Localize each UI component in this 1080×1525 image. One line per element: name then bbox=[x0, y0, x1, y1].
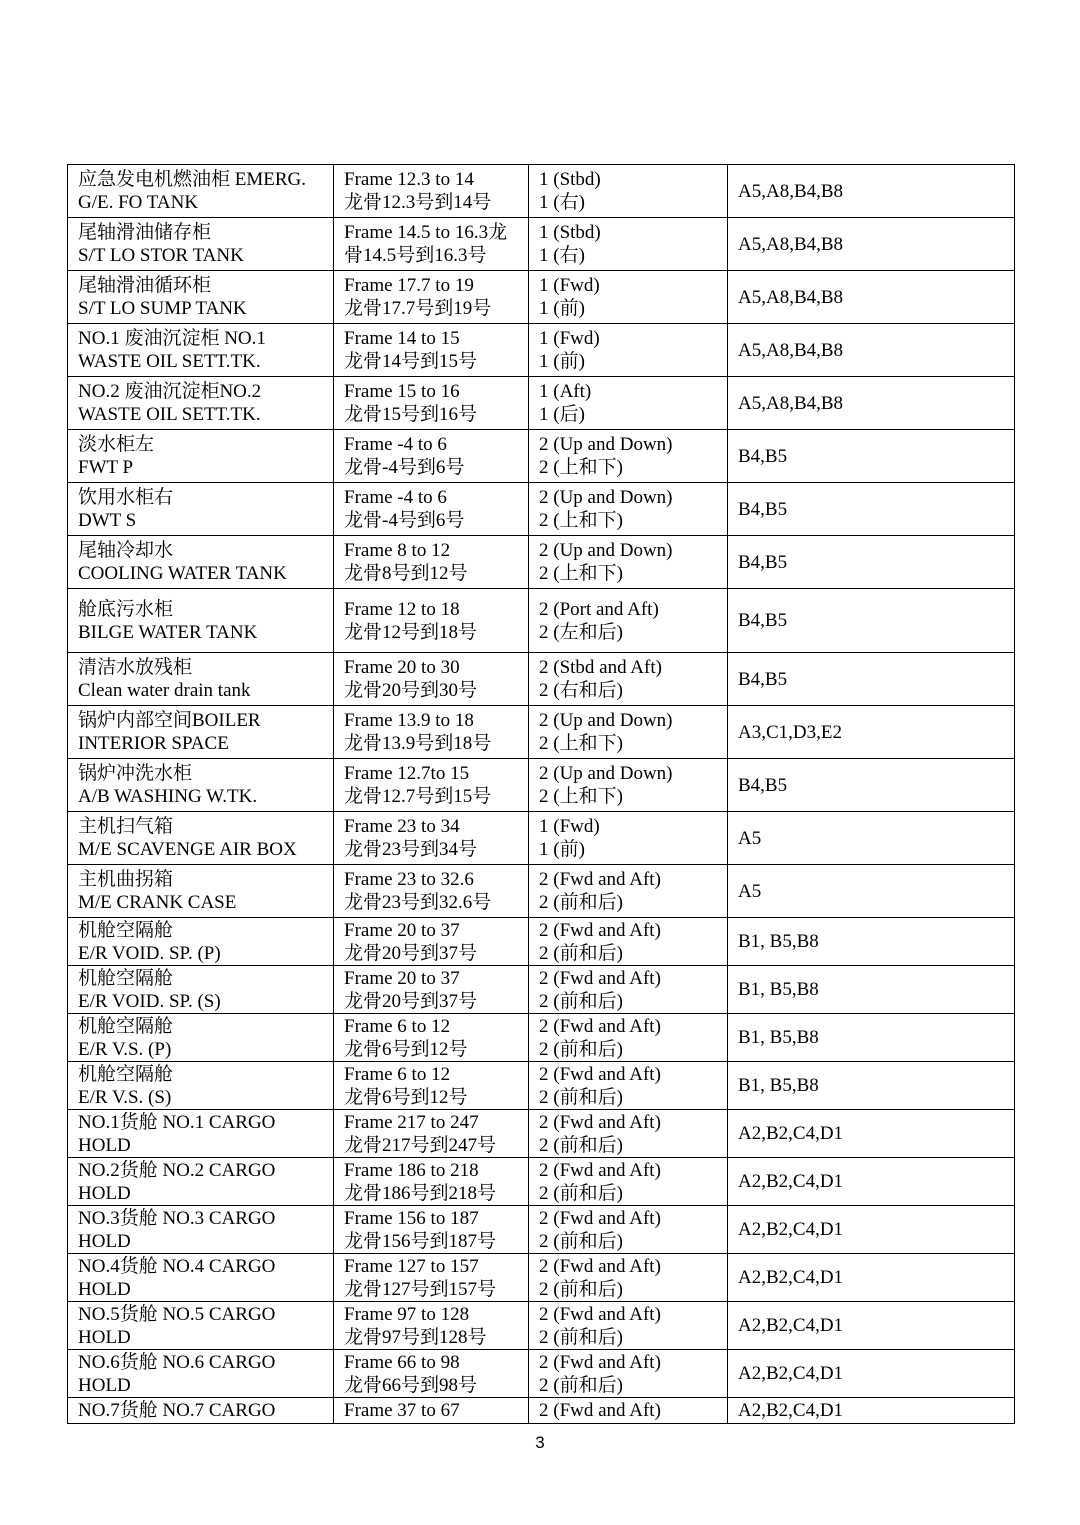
openings-cell-line: 2 (Fwd and Aft) bbox=[539, 1159, 661, 1181]
space-name-cell-line: NO.3货舱 NO.3 CARGO bbox=[78, 1207, 276, 1229]
frame-range-cell-line: Frame -4 to 6 bbox=[344, 487, 447, 508]
space-name-cell bbox=[68, 759, 334, 812]
space-name-cell bbox=[68, 324, 334, 377]
openings-cell-line: 1 (Fwd) bbox=[539, 275, 600, 296]
frame-range-cell-line: Frame 12.7to 15 bbox=[344, 763, 470, 784]
table-row bbox=[68, 865, 1015, 918]
frame-range-cell bbox=[334, 271, 529, 324]
frame-range-cell bbox=[334, 966, 529, 1014]
openings-cell-line: 1 (右) bbox=[539, 245, 585, 266]
space-name-cell-line: E/R V.S. (P) bbox=[78, 1038, 172, 1060]
frame-range-cell bbox=[334, 1398, 529, 1424]
openings-cell-line: 2 (前和后) bbox=[539, 990, 623, 1012]
space-name-cell-line: WASTE OIL SETT.TK. bbox=[78, 351, 261, 372]
openings-cell-line: 1 (前) bbox=[539, 351, 585, 372]
frame-range-cell bbox=[334, 536, 529, 589]
openings-cell bbox=[529, 1206, 728, 1254]
openings-cell bbox=[529, 589, 728, 653]
frame-range-cell bbox=[334, 706, 529, 759]
frame-range-cell-line: Frame 14 to 15 bbox=[344, 328, 460, 349]
space-name-cell bbox=[68, 1254, 334, 1302]
openings-cell-line: 2 (上和下) bbox=[539, 786, 623, 807]
openings-cell-line: 2 (左和后) bbox=[539, 621, 623, 643]
space-name-cell-line: E/R V.S. (S) bbox=[78, 1086, 172, 1108]
plan-ref-cell: B4,B5 bbox=[728, 483, 1015, 536]
frame-range-cell-line: Frame 217 to 247 bbox=[344, 1111, 479, 1133]
table-row bbox=[68, 430, 1015, 483]
plan-ref-cell: A2,B2,C4,D1 bbox=[728, 1206, 1015, 1254]
table-row bbox=[68, 483, 1015, 536]
plan-ref-cell: A5,A8,B4,B8 bbox=[728, 377, 1015, 430]
plan-ref-cell: A5,A8,B4,B8 bbox=[728, 324, 1015, 377]
space-name-cell bbox=[68, 1062, 334, 1110]
space-name-cell bbox=[68, 653, 334, 706]
space-name-cell-line: E/R VOID. SP. (P) bbox=[78, 942, 221, 964]
space-name-cell bbox=[68, 1398, 334, 1424]
space-name-cell bbox=[68, 430, 334, 483]
plan-ref-cell: B4,B5 bbox=[728, 536, 1015, 589]
plan-ref-cell: A5,A8,B4,B8 bbox=[728, 165, 1015, 218]
table-row bbox=[68, 1110, 1015, 1158]
openings-cell-line: 2 (Fwd and Aft) bbox=[539, 967, 661, 989]
openings-cell-line: 2 (Fwd and Aft) bbox=[539, 869, 661, 890]
openings-cell bbox=[529, 165, 728, 218]
frame-range-cell-line: 龙骨14号到15号 bbox=[344, 351, 478, 372]
space-name-cell bbox=[68, 1206, 334, 1254]
frame-range-cell-line: Frame 6 to 12 bbox=[344, 1063, 451, 1085]
frame-range-cell bbox=[334, 430, 529, 483]
frame-range-cell-line: 龙骨156号到187号 bbox=[344, 1230, 497, 1252]
table-row bbox=[68, 1014, 1015, 1062]
openings-cell bbox=[529, 653, 728, 706]
openings-cell bbox=[529, 483, 728, 536]
space-name-cell-line: HOLD bbox=[78, 1230, 131, 1252]
frame-range-cell-line: 龙骨20号到30号 bbox=[344, 680, 478, 701]
space-name-cell-line: M/E SCAVENGE AIR BOX bbox=[78, 839, 297, 860]
frame-range-cell bbox=[334, 1014, 529, 1062]
frame-range-cell-line: Frame 23 to 34 bbox=[344, 816, 460, 837]
frame-range-cell bbox=[334, 1062, 529, 1110]
frame-range-cell-line: Frame -4 to 6 bbox=[344, 434, 447, 455]
frame-range-cell-line: 骨14.5号到16.3号 bbox=[344, 245, 487, 266]
frame-range-cell-line: Frame 186 to 218 bbox=[344, 1159, 479, 1181]
space-name-cell bbox=[68, 271, 334, 324]
frame-range-cell-line: 龙骨-4号到6号 bbox=[344, 457, 465, 478]
openings-cell-line: 2 (Fwd and Aft) bbox=[539, 1351, 661, 1373]
space-name-cell-line: NO.2 废油沉淀柜NO.2 bbox=[78, 381, 262, 402]
page-number: 3 bbox=[535, 1433, 545, 1452]
frame-range-cell-line: Frame 66 to 98 bbox=[344, 1351, 460, 1373]
space-name-cell-line: A/B WASHING W.TK. bbox=[78, 786, 258, 807]
frame-range-cell bbox=[334, 918, 529, 966]
space-name-cell bbox=[68, 706, 334, 759]
openings-cell-line: 2 (前和后) bbox=[539, 1278, 623, 1300]
space-name-cell-line: 尾轴冷却水 bbox=[78, 540, 174, 561]
table-row bbox=[68, 966, 1015, 1014]
space-name-cell-line: WASTE OIL SETT.TK. bbox=[78, 404, 261, 425]
frame-range-cell bbox=[334, 812, 529, 865]
plan-ref-cell: A5,A8,B4,B8 bbox=[728, 218, 1015, 271]
openings-cell-line: 1 (Stbd) bbox=[539, 169, 601, 190]
openings-cell bbox=[529, 966, 728, 1014]
frame-range-cell-line: Frame 20 to 37 bbox=[344, 919, 460, 941]
table-row bbox=[68, 1254, 1015, 1302]
table-row bbox=[68, 759, 1015, 812]
table-row bbox=[68, 1206, 1015, 1254]
space-name-cell-line: 机舱空隔舱 bbox=[78, 919, 174, 941]
frame-range-cell-line: 龙骨6号到12号 bbox=[344, 1086, 468, 1108]
space-name-cell-line: NO.4货舱 NO.4 CARGO bbox=[78, 1255, 276, 1277]
openings-cell-line: 2 (Up and Down) bbox=[539, 434, 673, 455]
frame-range-cell bbox=[334, 1110, 529, 1158]
openings-cell-line: 1 (前) bbox=[539, 839, 585, 860]
space-name-cell-line: NO.5货舱 NO.5 CARGO bbox=[78, 1303, 276, 1325]
plan-ref-cell: A3,C1,D3,E2 bbox=[728, 706, 1015, 759]
space-name-cell-line: HOLD bbox=[78, 1374, 131, 1396]
plan-ref-cell: B1, B5,B8 bbox=[728, 1062, 1015, 1110]
openings-cell-line: 2 (Fwd and Aft) bbox=[539, 1303, 661, 1325]
space-name-cell bbox=[68, 865, 334, 918]
table-row bbox=[68, 536, 1015, 589]
space-name-cell-line: 锅炉冲洗水柜 bbox=[78, 763, 193, 784]
plan-ref-cell: B1, B5,B8 bbox=[728, 1014, 1015, 1062]
frame-range-cell-line: Frame 17.7 to 19 bbox=[344, 275, 474, 296]
frame-range-cell bbox=[334, 865, 529, 918]
frame-range-cell bbox=[334, 377, 529, 430]
space-name-cell bbox=[68, 1014, 334, 1062]
openings-cell-line: 2 (Stbd and Aft) bbox=[539, 657, 662, 678]
space-name-cell-line: 主机扫气箱 bbox=[78, 816, 174, 837]
openings-cell-line: 2 (前和后) bbox=[539, 1134, 623, 1156]
frame-range-cell-line: 龙骨12号到18号 bbox=[344, 621, 478, 643]
openings-cell-line: 1 (Fwd) bbox=[539, 816, 600, 837]
frame-range-cell-line: 龙骨6号到12号 bbox=[344, 1038, 468, 1060]
space-name-cell-line: NO.6货舱 NO.6 CARGO bbox=[78, 1351, 276, 1373]
table-row bbox=[68, 653, 1015, 706]
plan-ref-cell: B4,B5 bbox=[728, 759, 1015, 812]
space-name-cell-line: S/T LO SUMP TANK bbox=[78, 298, 247, 319]
frame-range-cell-line: 龙骨186号到218号 bbox=[344, 1182, 497, 1204]
table-row bbox=[68, 1302, 1015, 1350]
space-name-cell-line: COOLING WATER TANK bbox=[78, 563, 287, 584]
frame-range-cell-line: Frame 12 to 18 bbox=[344, 598, 460, 620]
openings-cell-line: 2 (前和后) bbox=[539, 942, 623, 964]
openings-cell-line: 2 (Up and Down) bbox=[539, 763, 673, 784]
frame-range-cell-line: Frame 15 to 16 bbox=[344, 381, 460, 402]
space-name-cell bbox=[68, 377, 334, 430]
table-row bbox=[68, 812, 1015, 865]
table-row bbox=[68, 271, 1015, 324]
plan-ref-cell: A2,B2,C4,D1 bbox=[728, 1302, 1015, 1350]
space-name-cell-line: E/R VOID. SP. (S) bbox=[78, 990, 221, 1012]
space-name-cell-line: HOLD bbox=[78, 1134, 131, 1156]
space-name-cell bbox=[68, 918, 334, 966]
space-name-cell bbox=[68, 218, 334, 271]
space-name-cell bbox=[68, 1158, 334, 1206]
openings-cell bbox=[529, 430, 728, 483]
frame-range-cell-line: 龙骨217号到247号 bbox=[344, 1134, 497, 1156]
space-name-cell-line: DWT S bbox=[78, 510, 137, 531]
frame-range-cell bbox=[334, 1350, 529, 1398]
frame-range-cell bbox=[334, 1206, 529, 1254]
plan-ref-cell: B1, B5,B8 bbox=[728, 966, 1015, 1014]
frame-range-cell bbox=[334, 1254, 529, 1302]
space-name-cell-line: 清洁水放残柜 bbox=[78, 657, 193, 678]
table-row bbox=[68, 324, 1015, 377]
space-name-cell-line: S/T LO STOR TANK bbox=[78, 245, 244, 266]
openings-cell bbox=[529, 1254, 728, 1302]
frame-range-cell-line: Frame 14.5 to 16.3龙 bbox=[344, 222, 508, 243]
frame-range-cell bbox=[334, 759, 529, 812]
openings-cell-line: 2 (前和后) bbox=[539, 1038, 623, 1060]
frame-range-cell-line: 龙骨66号到98号 bbox=[344, 1374, 478, 1396]
openings-cell-line: 2 (Up and Down) bbox=[539, 710, 673, 731]
frame-range-cell-line: Frame 8 to 12 bbox=[344, 540, 451, 561]
frame-range-cell-line: 龙骨-4号到6号 bbox=[344, 510, 465, 531]
openings-cell-line: 1 (Stbd) bbox=[539, 222, 601, 243]
openings-cell-line: 1 (Aft) bbox=[539, 381, 592, 402]
frame-range-cell-line: 龙骨127号到157号 bbox=[344, 1278, 497, 1300]
frame-range-cell-line: Frame 23 to 32.6 bbox=[344, 869, 474, 890]
table-body bbox=[68, 165, 1015, 1424]
openings-cell-line: 2 (Up and Down) bbox=[539, 487, 673, 508]
openings-cell bbox=[529, 1302, 728, 1350]
frame-range-cell-line: 龙骨12.7号到15号 bbox=[344, 786, 492, 807]
openings-cell bbox=[529, 706, 728, 759]
openings-cell-line: 2 (前和后) bbox=[539, 1326, 623, 1348]
frame-range-cell-line: Frame 127 to 157 bbox=[344, 1255, 479, 1277]
frame-range-cell-line: 龙骨20号到37号 bbox=[344, 990, 478, 1012]
space-name-cell bbox=[68, 536, 334, 589]
space-name-cell-line: 机舱空隔舱 bbox=[78, 1063, 174, 1085]
space-name-cell-line: G/E. FO TANK bbox=[78, 192, 199, 213]
openings-cell bbox=[529, 1014, 728, 1062]
openings-cell bbox=[529, 377, 728, 430]
plan-ref-cell: A2,B2,C4,D1 bbox=[728, 1254, 1015, 1302]
space-name-cell bbox=[68, 165, 334, 218]
table-row bbox=[68, 1398, 1015, 1424]
frame-range-cell-line: Frame 13.9 to 18 bbox=[344, 710, 474, 731]
space-name-cell-line: NO.1货舱 NO.1 CARGO bbox=[78, 1111, 276, 1133]
openings-cell-line: 2 (右和后) bbox=[539, 680, 623, 701]
openings-cell-line: 2 (前和后) bbox=[539, 1230, 623, 1252]
openings-cell bbox=[529, 865, 728, 918]
openings-cell-line: 2 (Fwd and Aft) bbox=[539, 1111, 661, 1133]
space-name-cell-line: 锅炉内部空间BOILER bbox=[78, 710, 261, 731]
frame-range-cell-line: 龙骨23号到34号 bbox=[344, 839, 478, 860]
openings-cell bbox=[529, 1158, 728, 1206]
space-name-cell bbox=[68, 966, 334, 1014]
frame-range-cell-line: 龙骨23号到32.6号 bbox=[344, 892, 492, 913]
space-name-cell-line: HOLD bbox=[78, 1182, 131, 1204]
space-name-cell bbox=[68, 812, 334, 865]
openings-cell-line: 2 (前和后) bbox=[539, 1374, 623, 1396]
openings-cell-line: 2 (上和下) bbox=[539, 733, 623, 754]
openings-cell-line: 1 (前) bbox=[539, 298, 585, 319]
frame-range-cell-line: Frame 97 to 128 bbox=[344, 1303, 470, 1325]
frame-range-cell bbox=[334, 483, 529, 536]
plan-ref-cell: A2,B2,C4,D1 bbox=[728, 1398, 1015, 1424]
frame-range-cell-line: 龙骨15号到16号 bbox=[344, 404, 478, 425]
openings-cell-line: 1 (Fwd) bbox=[539, 328, 600, 349]
frame-range-cell bbox=[334, 165, 529, 218]
frame-range-cell-line: 龙骨17.7号到19号 bbox=[344, 298, 492, 319]
space-name-cell bbox=[68, 1350, 334, 1398]
space-name-cell-line: FWT P bbox=[78, 457, 134, 478]
frame-range-cell-line: Frame 37 to 67 bbox=[344, 1400, 460, 1421]
openings-cell bbox=[529, 1062, 728, 1110]
openings-cell bbox=[529, 271, 728, 324]
space-name-cell-line: 机舱空隔舱 bbox=[78, 1015, 174, 1037]
table-row bbox=[68, 377, 1015, 430]
openings-cell-line: 2 (前和后) bbox=[539, 892, 623, 913]
space-name-cell-line: 尾轴滑油储存柜 bbox=[78, 222, 212, 243]
plan-ref-cell: B4,B5 bbox=[728, 589, 1015, 653]
openings-cell bbox=[529, 324, 728, 377]
openings-cell-line: 2 (上和下) bbox=[539, 563, 623, 584]
frame-range-cell-line: 龙骨97号到128号 bbox=[344, 1326, 487, 1348]
table-row bbox=[68, 589, 1015, 653]
space-name-cell bbox=[68, 1302, 334, 1350]
space-name-cell-line: 机舱空隔舱 bbox=[78, 967, 174, 989]
plan-ref-cell: B4,B5 bbox=[728, 430, 1015, 483]
openings-cell bbox=[529, 1398, 728, 1424]
frame-range-cell-line: Frame 6 to 12 bbox=[344, 1015, 451, 1037]
space-name-cell-line: 饮用水柜右 bbox=[78, 487, 174, 508]
plan-ref-cell: A2,B2,C4,D1 bbox=[728, 1110, 1015, 1158]
space-name-cell bbox=[68, 589, 334, 653]
space-name-cell-line: M/E CRANK CASE bbox=[78, 892, 237, 913]
space-name-cell-line: 尾轴滑油循环柜 bbox=[78, 275, 212, 296]
plan-ref-cell: B4,B5 bbox=[728, 653, 1015, 706]
openings-cell-line: 2 (Up and Down) bbox=[539, 540, 673, 561]
openings-cell bbox=[529, 812, 728, 865]
space-name-cell-line: 舱底污水柜 bbox=[78, 598, 174, 620]
frame-range-cell-line: Frame 20 to 30 bbox=[344, 657, 460, 678]
frame-range-cell-line: Frame 12.3 to 14 bbox=[344, 169, 474, 190]
frame-range-cell bbox=[334, 653, 529, 706]
plan-ref-cell: A5,A8,B4,B8 bbox=[728, 271, 1015, 324]
openings-cell-line: 2 (Fwd and Aft) bbox=[539, 1015, 661, 1037]
openings-cell-line: 2 (Fwd and Aft) bbox=[539, 919, 661, 941]
openings-cell-line: 2 (Fwd and Aft) bbox=[539, 1400, 661, 1421]
frame-range-cell bbox=[334, 1302, 529, 1350]
space-name-cell-line: 应急发电机燃油柜 EMERG. bbox=[78, 169, 307, 190]
table-row bbox=[68, 218, 1015, 271]
openings-cell-line: 2 (上和下) bbox=[539, 510, 623, 531]
table-row bbox=[68, 706, 1015, 759]
plan-ref-cell: A5 bbox=[728, 812, 1015, 865]
frame-range-cell bbox=[334, 1158, 529, 1206]
space-name-cell-line: NO.1 废油沉淀柜 NO.1 bbox=[78, 328, 266, 349]
openings-cell-line: 2 (Fwd and Aft) bbox=[539, 1063, 661, 1085]
openings-cell-line: 2 (前和后) bbox=[539, 1086, 623, 1108]
openings-cell bbox=[529, 759, 728, 812]
openings-cell-line: 2 (Fwd and Aft) bbox=[539, 1255, 661, 1277]
space-name-cell bbox=[68, 1110, 334, 1158]
table-row bbox=[68, 918, 1015, 966]
space-name-cell bbox=[68, 483, 334, 536]
space-name-cell-line: HOLD bbox=[78, 1278, 131, 1300]
frame-range-cell-line: 龙骨12.3号到14号 bbox=[344, 192, 492, 213]
openings-cell-line: 2 (上和下) bbox=[539, 457, 623, 478]
document-table bbox=[67, 164, 1015, 1424]
frame-range-cell-line: 龙骨20号到37号 bbox=[344, 942, 478, 964]
table-row bbox=[68, 1350, 1015, 1398]
frame-range-cell-line: 龙骨8号到12号 bbox=[344, 563, 468, 584]
openings-cell-line: 1 (右) bbox=[539, 192, 585, 213]
table-row bbox=[68, 1062, 1015, 1110]
space-name-cell-line: INTERIOR SPACE bbox=[78, 733, 229, 754]
openings-cell-line: 2 (Fwd and Aft) bbox=[539, 1207, 661, 1229]
openings-cell bbox=[529, 918, 728, 966]
space-name-cell-line: BILGE WATER TANK bbox=[78, 621, 258, 643]
frame-range-cell bbox=[334, 218, 529, 271]
openings-cell bbox=[529, 1110, 728, 1158]
frame-range-cell-line: 龙骨13.9号到18号 bbox=[344, 733, 492, 754]
frame-range-cell-line: Frame 20 to 37 bbox=[344, 967, 460, 989]
space-name-cell-line: NO.2货舱 NO.2 CARGO bbox=[78, 1159, 276, 1181]
openings-cell bbox=[529, 218, 728, 271]
openings-cell-line: 2 (Port and Aft) bbox=[539, 598, 659, 620]
openings-cell bbox=[529, 536, 728, 589]
openings-cell-line: 1 (后) bbox=[539, 404, 585, 425]
openings-cell-line: 2 (前和后) bbox=[539, 1182, 623, 1204]
plan-ref-cell: A5 bbox=[728, 865, 1015, 918]
space-name-cell-line: 淡水柜左 bbox=[78, 434, 155, 455]
frame-range-cell-line: Frame 156 to 187 bbox=[344, 1207, 479, 1229]
frame-range-cell bbox=[334, 589, 529, 653]
plan-ref-cell: A2,B2,C4,D1 bbox=[728, 1158, 1015, 1206]
space-name-cell-line: HOLD bbox=[78, 1326, 131, 1348]
frame-range-cell bbox=[334, 324, 529, 377]
space-name-cell-line: NO.7货舱 NO.7 CARGO bbox=[78, 1400, 276, 1421]
table-row bbox=[68, 165, 1015, 218]
plan-ref-cell: B1, B5,B8 bbox=[728, 918, 1015, 966]
plan-ref-cell: A2,B2,C4,D1 bbox=[728, 1350, 1015, 1398]
space-name-cell-line: Clean water drain tank bbox=[78, 680, 251, 701]
space-name-cell-line: 主机曲拐箱 bbox=[78, 869, 174, 890]
openings-cell bbox=[529, 1350, 728, 1398]
table-row bbox=[68, 1158, 1015, 1206]
